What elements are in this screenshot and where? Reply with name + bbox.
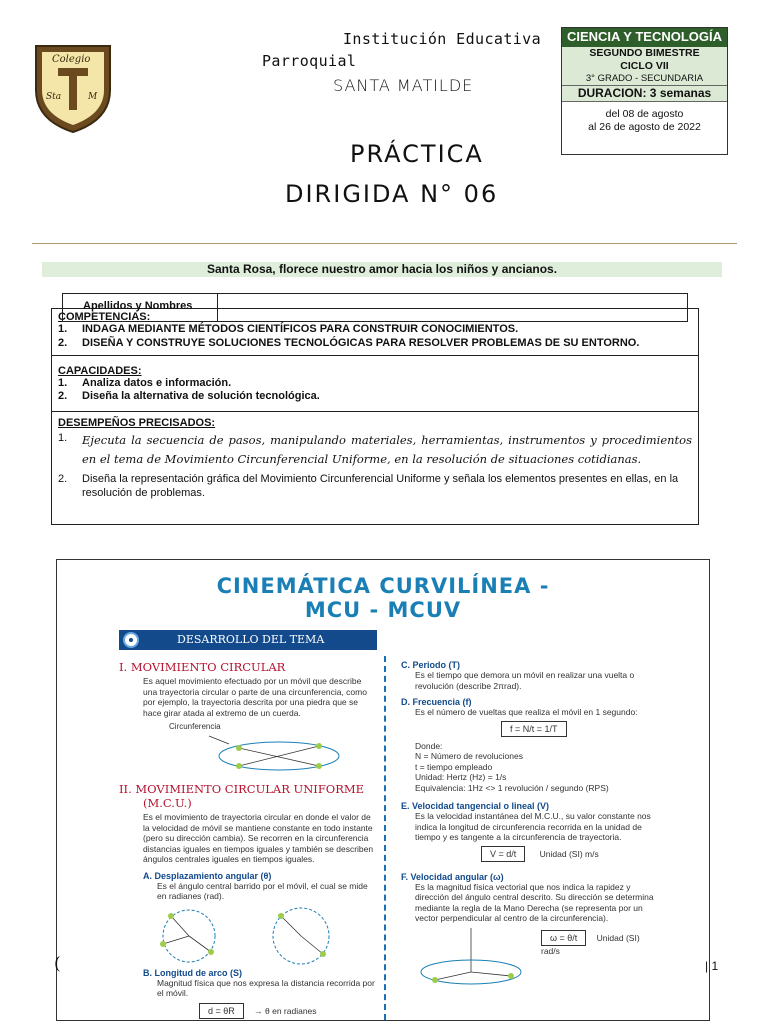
formula-box: V = d/t	[481, 846, 525, 862]
paragraph: Es el ángulo central barrido por el móvil, el cual se mide en radianes (rad).	[157, 880, 368, 901]
list-item: 2. DISEÑA Y CONSTRUYE SOLUCIONES TECNOLÓGICAS PARA RESOLVER PROBLEMAS DE SU ENTORNO.	[58, 337, 640, 349]
logo-text-right: M	[88, 92, 98, 102]
formula-row	[481, 846, 659, 862]
right-column	[401, 660, 659, 994]
desempenos-section	[58, 417, 692, 500]
formula-unit: Unidad (SI) rad/s	[541, 932, 640, 956]
paragraph: Es la velocidad instantánea del M.C.U., su valor constante nos indica la longitud de circunferencia recorrida en la unidad de tiempo y es tangente a la circunferencia de trayectoria.	[415, 811, 651, 842]
list-item: 1. Analiza datos e información.	[58, 377, 232, 389]
institution-line-1: Institución Educativa	[343, 30, 542, 48]
left-column	[119, 660, 377, 1019]
formula-row	[199, 1003, 377, 1019]
formula-note: → θ en radianes	[254, 1005, 317, 1016]
paragraph: Es el tiempo que demora un móvil en realizar una vuelta o revolución (describe 2πrad).	[415, 670, 635, 691]
cycle-label: CICLO VII	[562, 60, 727, 73]
section-bar: DESARROLLO DEL TEMA	[119, 630, 377, 650]
circle-figure	[159, 718, 377, 774]
subsection-heading: D. Frecuencia (f)	[401, 697, 472, 707]
subsection-heading: A. Desplazamiento angular (θ)	[143, 870, 272, 881]
student-name-label: Apellidos y Nombres	[83, 300, 193, 312]
bullet-icon	[123, 632, 139, 648]
column-divider	[384, 656, 386, 1020]
section-heading: I. MOVIMIENTO CIRCULAR	[119, 660, 286, 674]
angular-figure	[119, 902, 377, 968]
student-name-field[interactable]	[62, 293, 688, 322]
subsection-heading: B. Longitud de arco (S)	[143, 967, 242, 978]
text-line: t = tiempo empleado	[415, 761, 493, 772]
date-to: al 26 de agosto de 2022	[588, 121, 701, 133]
footer-mark: (	[54, 954, 61, 974]
desempenos-title: DESEMPEÑOS PRECISADOS:	[58, 417, 216, 429]
list-item: 2. Diseña la alternativa de solución tecnológica.	[58, 390, 320, 402]
institution-line-2: Parroquial	[262, 52, 357, 70]
formula-box: ω = θ/t	[541, 930, 586, 946]
period-label: SEGUNDO BIMESTRE	[562, 47, 727, 60]
duration-label: DURACION: 3 semanas	[562, 85, 727, 102]
angular-velocity-figure	[401, 924, 659, 994]
figure-label: Circunferencia	[169, 722, 221, 731]
subsection-heading: C. Periodo (T)	[401, 660, 460, 670]
formula-box: f = N/t = 1/T	[501, 721, 567, 737]
subject-label: CIENCIA Y TECNOLOGÍA	[562, 28, 727, 47]
capacidades-section	[58, 365, 692, 403]
paragraph: Magnitud física que nos expresa la distancia recorrida por el móvil.	[157, 977, 375, 998]
text-line: N = Número de revoluciones	[415, 751, 523, 761]
logo-text-top: Colegio	[52, 54, 91, 65]
paragraph: Es aquel movimiento efectuado por un móvil que describe una trayectoria circular o parte de una circunferencia, como por ejemplo, la trayectoria descrita por una piedra que se hace girar atada al extremo de un cuerda.	[143, 676, 367, 718]
course-info-box	[561, 27, 728, 155]
text-line: Equivalencia: 1Hz <> 1 revolución / segundo (RPS)	[415, 782, 609, 793]
formula-box: d = θR	[199, 1003, 244, 1019]
section-divider	[52, 411, 698, 412]
text-line: Donde:	[415, 740, 443, 751]
page-title-line-1: PRÁCTICA	[350, 140, 484, 168]
institution-name: SANTA MATILDE	[333, 76, 474, 95]
paragraph: Es el número de vueltas que realiza el móvil en 1 segundo:	[415, 707, 638, 717]
school-logo	[28, 40, 118, 135]
paragraph: Es el movimiento de trayectoria circular en donde el valor de la velocidad de móvil se mantiene constante en todo instante (pero su dirección cambia). Se recorren en la circunferencia distancias iguales en tiempos iguales y también se describen ángulos centrales iguales en tiempos iguales.	[143, 812, 374, 864]
grade-label: 3° GRADO - SECUNDARIA	[562, 73, 727, 85]
logo-text-left: Sta	[46, 92, 62, 102]
page-title-line-2: DIRIGIDA N° 06	[285, 180, 499, 208]
motto-banner: Santa Rosa, florece nuestro amor hacia los niños y ancianos.	[42, 262, 722, 277]
formula-row	[501, 721, 659, 737]
capacidades-title: CAPACIDADES:	[58, 365, 142, 377]
date-from: del 08 de agosto	[605, 108, 684, 120]
section-divider	[52, 355, 698, 356]
subsection-heading: E. Velocidad tangencial o lineal (V)	[401, 801, 550, 811]
text-line: Unidad: Hertz (Hz) = 1/s	[415, 772, 507, 782]
field-divider	[217, 294, 218, 321]
embedded-title-line-2: MCU - MCUV	[304, 598, 462, 622]
objectives-box	[51, 308, 699, 525]
list-item: 1. INDAGA MEDIANTE MÉTODOS CIENTÍFICOS PARA CONSTRUIR CONOCIMIENTOS.	[58, 323, 519, 335]
formula-unit: Unidad (SI) m/s	[539, 848, 599, 859]
section-heading: II. MOVIMIENTO CIRCULAR UNIFORME	[119, 782, 365, 796]
list-item: 1. Ejecuta la secuencia de pasos, manipulando materiales, herramientas, instrumentos y procedimientos en el tema de Movimiento Circunferencial Uniforme, en la resolución de situaciones cotidianas.	[58, 432, 692, 466]
list-item: 2. Diseña la representación gráfica del Movimiento Circunferencial Uniforme y señala los elementos presentes en ellas, en la resolución de problemas.	[58, 473, 679, 499]
competencias-title: COMPETENCIAS:	[58, 311, 151, 323]
header-divider	[32, 243, 737, 244]
paragraph: Es la magnitud física vectorial que nos indica la rapidez y dirección del ángulo central descrito. Su dirección se determina mediante la regla de la Mano Derecha (se representa por un vector perpendicular al centro de la circunferencia).	[415, 881, 654, 923]
formula-row	[541, 930, 659, 956]
subsection-heading: F. Velocidad angular (ω)	[401, 871, 504, 882]
embedded-title-line-1: CINEMÁTICA CURVILÍNEA -	[216, 574, 550, 598]
embedded-textbook-page	[56, 559, 710, 1021]
section-heading-cont: (M.C.U.)	[143, 796, 192, 810]
page-number: | 1	[705, 959, 719, 973]
